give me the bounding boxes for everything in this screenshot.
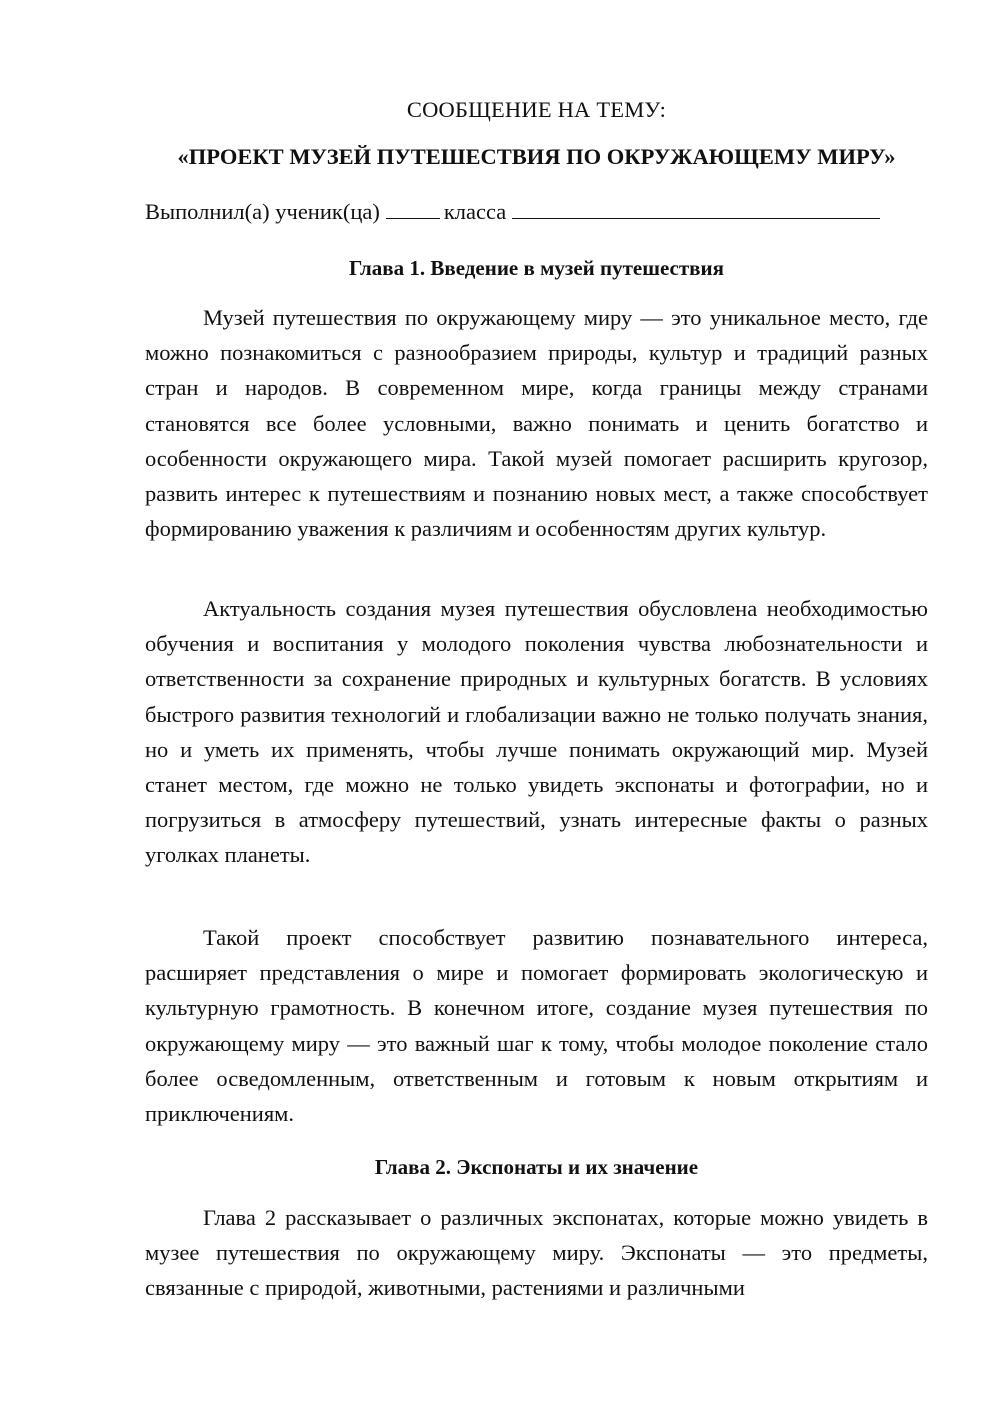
- document-title: «ПРОЕКТ МУЗЕЙ ПУТЕШЕСТВИЯ ПО ОКРУЖАЮЩЕМУ МИРУ»: [177, 144, 896, 169]
- chapter-1-paragraph-2: Актуальность создания музея путешествия обусловлена необходимостью обучения и воспитания у молодого поколения чувства любознательности и ответственности за сохранение природных и культурных богатств. В условиях быстрого развития технологий и глобализации важно не только получать знания, но и уметь их применять, чтобы лучше понимать окружающий мир. Музей станет местом, где можно не только увидеть экспонаты и фотографии, но и погрузиться в атмосферу путешествий, узнать интересные факты о разных уголках планеты.: [145, 596, 928, 868]
- author-prefix: Выполнил(а) ученик(ца): [145, 199, 380, 224]
- document-heading-top: СООБЩЕНИЕ НА ТЕМУ:: [406, 97, 667, 122]
- student-name-blank: [512, 196, 880, 219]
- chapter-2-paragraph-1: Глава 2 рассказывает о различных экспонатах, которые можно увидеть в музее путешествия по окружающему миру. Экспонаты — это предметы, связанные с природой, животными, растениями и различными: [145, 1205, 928, 1301]
- chapter-1-title: Глава 1. Введение в музей путешествия: [349, 256, 724, 280]
- chapter-2-title: Глава 2. Экспонаты и их значение: [374, 1155, 699, 1179]
- class-number-blank: [386, 196, 440, 219]
- author-class-word: класса: [443, 199, 507, 224]
- author-line: [145, 196, 928, 228]
- chapter-1-paragraph-1: Музей путешествия по окружающему миру — это уникальное место, где можно познакомиться с разнообразием природы, культур и традиций разных стран и народов. В современном мире, когда границы между странами становятся все более условными, важно понимать и ценить богатство и особенности окружающего мира. Такой музей помогает расширить кругозор, развить интерес к путешествиям и познанию новых мест, а также способствует формированию уважения к различиям и особенностям других культур.: [145, 305, 928, 542]
- chapter-1-paragraph-3: Такой проект способствует развитию познавательного интереса, расширяет представления о мире и помогает формировать экологическую и культурную грамотность. В конечном итоге, создание музея путешествия по окружающему миру — это важный шаг к тому, чтобы молодое поколение стало более осведомленным, ответственным и готовым к новым открытиям и приключениям.: [145, 925, 928, 1127]
